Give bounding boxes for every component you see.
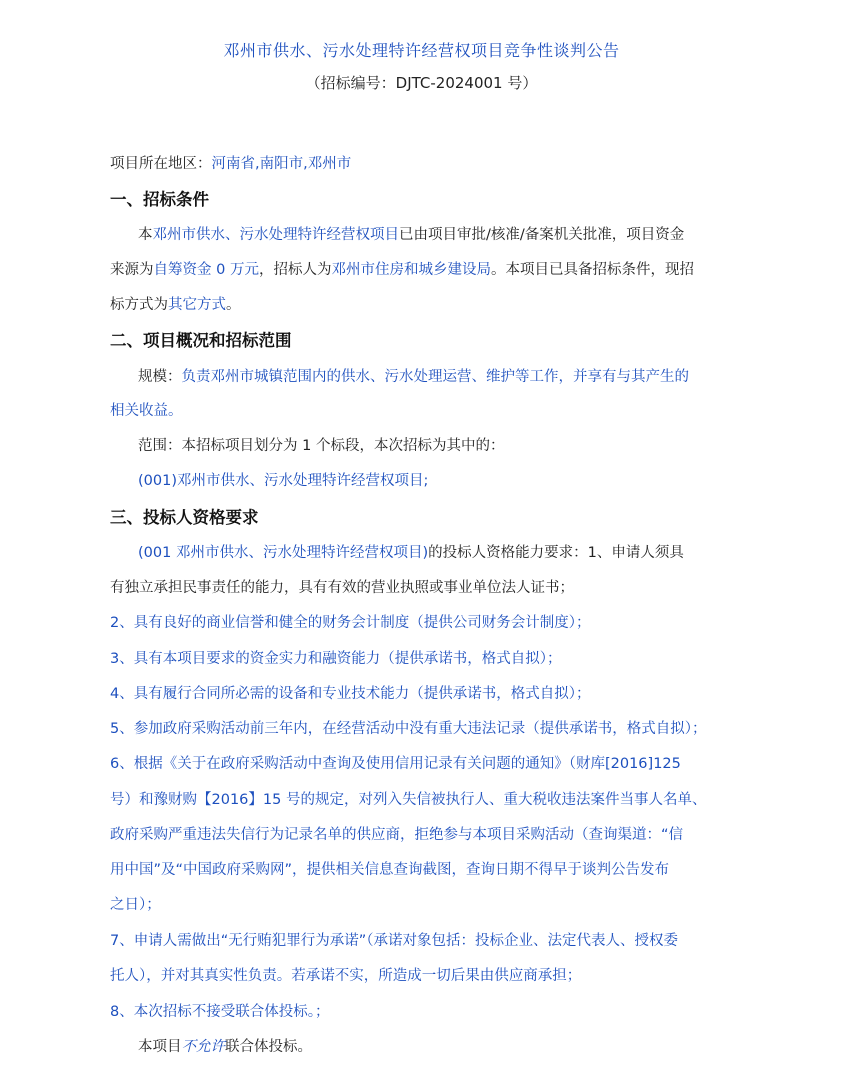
location-label: 项目所在地区： <box>110 156 212 172</box>
bid-number: （招标编号：DJTC-2024001 号） <box>305 74 538 92</box>
scale-line-1 <box>138 366 689 388</box>
conditions-line-3 <box>110 294 241 316</box>
text: 联合体投标。 <box>225 1039 312 1055</box>
location-value: 河南省,南阳市,邓州市 <box>211 156 352 172</box>
requirement-4: 4、具有履行合同所必需的设备和专业技术能力（提供承诺书，格式自拟）； <box>110 686 591 702</box>
text: 的投标人资格能力要求：1、申请人须具 <box>428 545 684 561</box>
scale-line-2: 相关收益。 <box>110 403 183 419</box>
requirement-6-line-2: 号）和豫财购【2016】15 号的规定，对列入失信被执行人、重大税收违法案件当事人名单、 <box>110 792 707 808</box>
qualification-intro-1 <box>138 542 684 564</box>
tender-method: 其它方式 <box>168 297 226 313</box>
tenderer-name: 邓州市住房和城乡建设局 <box>331 262 491 278</box>
conditions-line-1 <box>138 224 684 246</box>
text: 。本项目已具备招标条件，现招 <box>490 262 694 278</box>
text: 标方式为 <box>110 297 168 313</box>
conditions-line-2 <box>110 259 694 281</box>
project-name: 邓州市供水、污水处理特许经营权项目 <box>152 227 399 243</box>
scale-text: 负责邓州市城镇范围内的供水、污水处理运营、维护等工作，并享有与其产生的 <box>181 369 689 385</box>
joint-bid-statement <box>138 1036 312 1058</box>
not-allowed-text: 不允许 <box>181 1039 225 1055</box>
requirement-6-line-3: 政府采购严重违法失信行为记录名单的供应商，拒绝参与本项目采购活动（查询渠道：“信 <box>110 827 684 843</box>
requirement-6-line-5: 之日）； <box>110 897 161 913</box>
requirement-6-line-1: 6、根据《关于在政府采购活动中查询及使用信用记录有关问题的通知》（财库[2016]125 <box>110 756 681 772</box>
requirement-8: 8、本次招标不接受联合体投标。； <box>110 1004 330 1020</box>
scale-label: 规模： <box>138 369 182 385</box>
requirement-7-line-2: 托人），并对其真实性负责。若承诺不实，所造成一切后果由供应商承担； <box>110 968 582 984</box>
requirement-5: 5、参加政府采购活动前三年内，在经营活动中没有重大违法记录（提供承诺书，格式自拟）； <box>110 721 707 737</box>
project-location <box>110 153 351 175</box>
text: 已由项目审批/核准/备案机关批准，项目资金 <box>399 227 685 243</box>
page-title: 邓州市供水、污水处理特许经营权项目竞争性谈判公告 <box>223 41 620 60</box>
requirement-6-line-4: 用中国”及“中国政府采购网”，提供相关信息查询截图，查询日期不得早于谈判公告发布 <box>110 862 670 878</box>
requirement-3: 3、具有本项目要求的资金实力和融资能力（提供承诺书，格式自拟）； <box>110 651 562 667</box>
text: 本 <box>138 227 153 243</box>
lot-item: (001)邓州市供水、污水处理特许经营权项目; <box>138 473 429 489</box>
text: 。 <box>226 297 241 313</box>
qualification-intro-2: 有独立承担民事责任的能力，具有有效的营业执照或事业单位法人证书； <box>110 580 574 596</box>
fund-source: 自筹资金 0 万元 <box>153 262 259 278</box>
requirement-2: 2、具有良好的商业信誉和健全的财务会计制度（提供公司财务会计制度）； <box>110 615 591 631</box>
section-heading-tender-conditions: 一、招标条件 <box>110 191 209 209</box>
text: 来源为 <box>110 262 154 278</box>
text: 本项目 <box>138 1039 182 1055</box>
section-heading-bidder-qualification: 三、投标人资格要求 <box>110 509 259 527</box>
requirement-7-line-1: 7、申请人需做出“无行贿犯罪行为承诺”（承诺对象包括：投标企业、法定代表人、授权委 <box>110 933 678 949</box>
section-heading-project-overview: 二、项目概况和招标范围 <box>110 332 292 350</box>
scope-line: 范围：本招标项目划分为 1 个标段，本次招标为其中的： <box>138 438 505 454</box>
text: ，招标人为 <box>258 262 332 278</box>
lot-reference: (001 邓州市供水、污水处理特许经营权项目) <box>138 545 429 561</box>
